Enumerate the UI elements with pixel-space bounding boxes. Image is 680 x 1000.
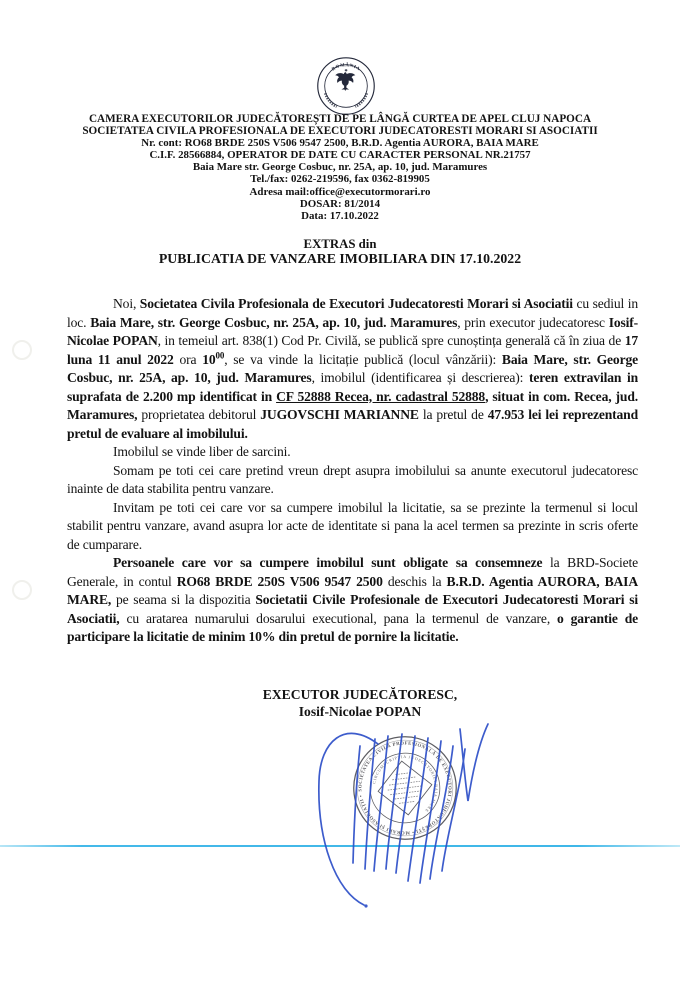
letterhead-chamber-line: CAMERA EXECUTORILOR JUDECĂTOREȘTI DE PE LÂNGĂ CURTEA DE APEL CLUJ NAPOCA — [88, 113, 592, 125]
letterhead-phone-line: Tel./fax: 0262-219596, fax 0362-819905 — [250, 173, 430, 186]
logo-country-text: ROMÂNIA — [331, 63, 361, 73]
letterhead-account-line: Nr. cont: RO68 BRDE 250S V506 9547 2500, B.R.D. Agentia AURORA, BAIA MARE — [141, 137, 539, 150]
punch-hole-mark — [12, 580, 32, 600]
letterhead-date-line: Data: 17.10.2022 — [301, 209, 379, 222]
stamp-inner-text: CIRCUMSCRIPȚIA JUDECĂTORIEI BAIA MARE — [371, 754, 440, 814]
punch-hole-mark — [12, 340, 32, 360]
paragraph: Somam pe toti cei care pretind vreun drept asupra imobilului sa anunte executorul judecatoresc inainte de data stabilita pentru vanzare. — [67, 462, 638, 496]
letterhead-email-line: Adresa mail:office@executormorari.ro — [249, 185, 431, 198]
document-title-line1: EXTRAS din — [303, 237, 377, 251]
stamp-outer-text: SOCIETATEA CIVILĂ PROFESIONALĂ DE EXECUTORI JUDECĂTOREȘTI • MORARI ȘI ASOCIAȚII • — [358, 741, 452, 835]
paragraph: Imobilul se vinde liber de sarcini. — [113, 444, 291, 459]
letterhead-dosar-line: DOSAR: 81/2014 — [299, 197, 381, 210]
document-title — [20, 237, 660, 267]
romania-coat-of-arms-seal-icon — [316, 56, 376, 116]
handwritten-signature — [293, 711, 519, 921]
letterhead-address-line: Baia Mare str. George Cosbuc, nr. 25A, ap. 10, jud. Maramures — [192, 161, 488, 174]
letterhead — [20, 113, 660, 222]
signer-role: EXECUTOR JUDECĂTORESC, — [262, 687, 458, 702]
signer-name: Iosif-Nicolae POPAN — [298, 704, 422, 719]
document-body — [67, 295, 638, 647]
paragraph: Persoanele care vor sa cumpere imobilul sunt obligate sa consemneze la BRD-Societe Generale, in contul RO68 BRDE 250S V506 9547 2500 deschis la B.R.D. Agentia AURORA, BAIA MARE, pe seama si la dispozitia Societatii Civile Profesionale de Executori Judecatoresti Morari si Asociatii, cu aratarea numarului dosarului executional, pana la termenul de vanzare, o garantie de participare la licitatie de minim 10% din pretul de pornire la licitatie. — [67, 555, 639, 644]
document-title-line2: PUBLICATIA DE VANZARE IMOBILIARA DIN 17.10.2022 — [158, 251, 522, 266]
letterhead-cif-line: C.I.F. 28566884, OPERATOR DE DATE CU CARACTER PERSONAL NR.21757 — [149, 149, 531, 162]
letterhead-society-line: SOCIETATEA CIVILA PROFESIONALA DE EXECUTORI JUDECATORESTI MORARI SI ASOCIATII — [82, 125, 598, 138]
paragraph: Invitam pe toti cei care vor sa cumpere imobilul la licitatie, sa se prezinte la termenul si locul stabilit pentru vanzare, avand asupra lor acte de identitate si pana la acel termen sa prezinte in scris oferte de cumparare. — [67, 499, 638, 552]
paragraph: Noi, Societatea Civila Profesionala de Executori Judecatoresti Morari si Asociatii cu sediul in loc. Baia Mare, str. George Cosbuc, nr. 25A, ap. 10, jud. Maramures, prin executor judecatoresc Iosif-Nicolae POPAN, in temeiul art. 838(1) Cod Pr. Civilă, se publică spre cunoștința generală că în ziua de 17 luna 11 anul 2022 ora $10^{00}$, se va vinde la licitație publică (locul vânzării): Baia Mare, str. George Cosbuc, nr. 25A, ap. 10, jud. Maramures, imobilul (identificarea și descrierea): teren extravilan in suprafata de 2.200 mp identificat in CF 52888 Recea, nr. cadastral 52888, situat in com. Recea, jud. Maramures, proprietatea debitorul JUGOVSCHI MARIANNE la pretul de 47.953 lei lei reprezentand pretul de evaluare al imobilului. — [67, 296, 639, 441]
